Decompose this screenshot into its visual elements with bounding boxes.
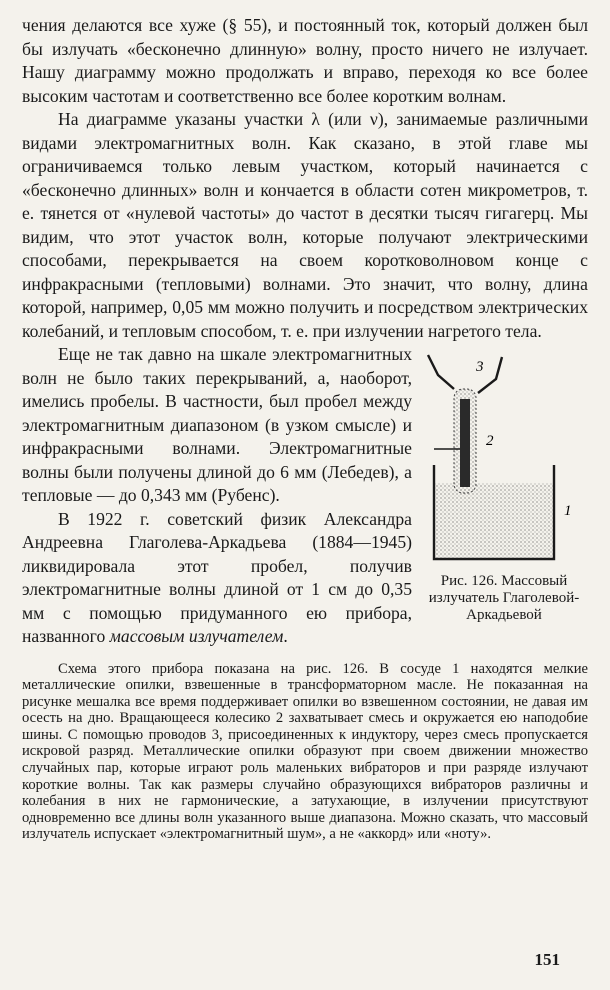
figure-126 — [420, 353, 588, 624]
wire-left — [428, 355, 454, 389]
paragraph-1: чения делаются все хуже (§ 55), и постоянный ток, который должен был бы излучать «бесконечно длинную» волну, просто ничего не излучает. Нашу диаграмму можно продолжать и вправо, переходя ко все более высоким частотам и соответственно все более коротким волнам. — [22, 15, 588, 106]
paragraph-4-text: В 1922 г. советский физик Александра Андреевна Глаголева-Аркадьева (1884—1945) ликвидировала этот пробел, получив электромагнитные волны длиной от 1 см до 0,35 мм с помощью придуманного ею прибора, названного — [22, 508, 412, 646]
paragraph-3: Еще не так давно на шкале электромагнитных волн не было таких перекрываний, а, наоборот, имелись пробелы. В частности, был пробел между электромагнитным диапазоном (в узком смысле) и инфракрасными волнами. Электромагнитные волны были получены длиной до 6 мм (Лебедев), а тепловые — до 0,343 мм (Рубенс). — [22, 344, 412, 505]
italic-term: массовым излучателем — [109, 626, 284, 646]
label-2: 2 — [486, 433, 494, 449]
massive-radiator-diagram — [424, 353, 584, 565]
label-1: 1 — [564, 503, 572, 519]
label-3: 3 — [476, 359, 484, 375]
wheel — [460, 399, 470, 487]
figure-caption: Рис. 126. Массовый излучатель Глаголевой-Аркадьевой — [428, 573, 580, 623]
paragraph-5: Схема этого прибора показана на рис. 126. В сосуде 1 находятся мелкие металлические опилки, взвешенные в трансформаторном масле. Не показанная на рисунке мешалка все время поддерживает опилки во взвешенном состоянии, не давая им осесть на дно. Вращающееся колесико 2 захватывает смесь и окружается ею наподобие шины. С помощью проводов 3, присоединенных к индуктору, через смесь пропускается искровой разряд. Металлические опилки образуют при своем движении множество случайных пар, которые играют роль маленьких вибраторов и при разряде излучают короткие волны. Так как размеры случайно образующихся вибраторов различны и колебания в них не гармонические, а затухающие, в излучении присутствуют одновременно все длины волн указанного выше диапазона. Можно сказать, что массовый излучатель испускает «электромагнитный шум», а не «аккорд» или «ноту». — [22, 660, 588, 843]
page-number: 151 — [534, 950, 560, 969]
oil-mixture — [434, 483, 554, 559]
paragraph-2: На диаграмме указаны участки λ (или ν), занимаемые различными видами электромагнитных волн. Как сказано, в этой главе мы ограничиваемся только левым участком, который начинается с «бесконечно длинных» волн и кончается в области сотен микрометров, т. е. тянется от «нулевой частоты» до частот в десятки тысяч гигагерц. Мы видим, что этот участок волн, которые получают электрическими способами, перекрывается на своем коротковолновом конце с инфракрасными (тепловыми) волнами. Это значит, что волну, длина которой, например, 0,05 мм можно получить и посредством электрических колебаний, и тепловым способом, т. е. при излучении нагретого тела. — [22, 109, 588, 341]
page-body — [22, 14, 588, 843]
paragraph-4: В 1922 г. советский физик Александра Андреевна Глаголева-Аркадьева (1884—1945) ликвидировала этот пробел, получив электромагнитные волны длиной от 1 см до 0,35 мм с помощью придуманного ею прибора, названного массовым излучателем. — [22, 508, 412, 646]
